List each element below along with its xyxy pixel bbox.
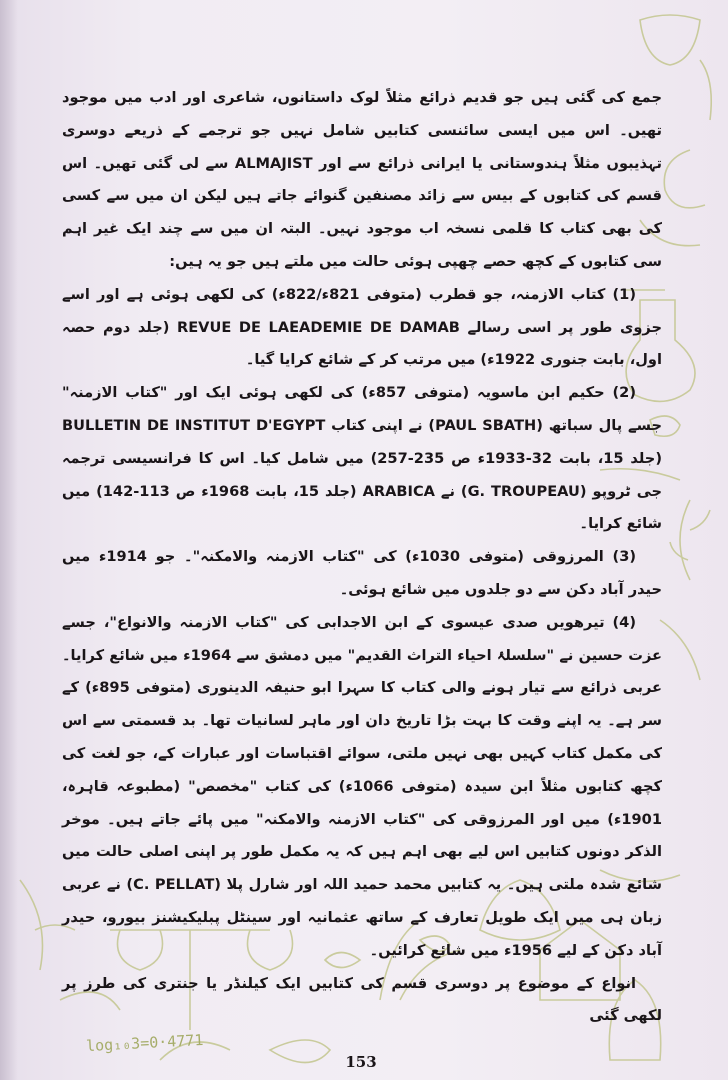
decoration-formula: log₁₀3=0·4771 [85,1030,204,1056]
flask-illustration-top [640,15,700,65]
paragraph-intro: جمع کی گئی ہیں جو قدیم ذرائع مثلاً لوک داستانوں، شاعری اور ادب میں موجود تھیں۔ اس میں ایسی سائنسی کتابیں شامل نہیں جو ترجمے کے ذریعے دوسری تہذیبوں مثلاً ہندوستانی یا ایرانی ذرائع سے اور ALMAJIST سے لی گئی تھیں۔ اس قسم کی کتابوں کے بیس سے زائد مصنفین گنوائے جاتے ہیں لیکن ان میں سے کسی کی بھی کتاب کا قلمی نسخہ اب موجود نہیں۔ البتہ ان میں سے چند ایک غیر اہم سی کتابوں کے کچھ حصے چھپی ہوئی حالت میں ملتے ہیں جو یہ ہیں: [62,89,662,270]
paragraph-item-3: (3) المرزوقی (متوفی 1030ء) کی "کتاب الازمنہ والامکنہ"۔ جو 1914ء میں حیدر آباد دکن سے دو جلدوں میں شائع ہوئی۔ [62,548,662,598]
paragraph-item-1: (1) کتاب الازمنہ، جو قطرب (متوفی 821ء/822ء) کی لکھی ہوئی ہے اور اسے جزوی طور پر اسی رسالے REVUE DE LAEADEMIE DE DAMAB (جلد دوم حصہ اول، بابت جنوری 1922ء) میں مرتب کر کے شائع کرایا گیا۔ [62,285,662,369]
paragraph-item-2: (2) حکیم ابن ماسویہ (متوفی 857ء) کی لکھی ہوئی ایک اور "کتاب الازمنہ" جسے پال سباتھ (PAUL SBATH) نے اپنی کتاب BULLETIN DE INSTITUT D'EGYPT (جلد 15، بابت 32-1933ء ص 235-257) میں شامل کیا۔ اس کا فرانسیسی ترجمہ جی ٹروپو (G. TROUPEAU) نے ARABICA (جلد 15، بابت 1968ء ص 113-142) میں شائع کرایا۔ [62,384,662,533]
paragraph-item-4: (4) تیرھویں صدی عیسوی کے ابن الاجدابی کی "کتاب الازمنہ والانواع"، جسے عزت حسین نے "سلسلۂ احیاء التراث القدیم" میں دمشق سے 1964ء میں شائع کرایا۔ عربی ذرائع سے تیار ہونے والی کتاب کا سہرا ابو حنیفہ الدینوری (متوفی 895ء) کے سر ہے۔ یہ اپنے وقت کا بہت بڑا تاریخ دان اور ماہر لسانیات تھا۔ بد قسمتی سے اس کی مکمل کتاب کہیں بھی نہیں ملتی، سوائے اقتباسات اور عبارات کے، جو لغت کی کچھ کتابوں مثلاً ابن سیدہ (متوفی 1066ء) کی کتاب "مخصص" (مطبوعہ قاہرہ، 1901ء) میں اور المرزوقی کی "کتاب الازمنہ والامکنہ" میں پائے جاتے ہیں۔ موخر الذکر دونوں کتابیں اس لیے بھی اہم ہیں کہ یہ مکمل طور پر اپنی اصلی حالت میں شائع شدہ ملتی ہیں۔ یہ کتابیں محمد حمید اللہ اور شارل پلا (C. PELLAT) نے عربی زبان ہی میں ایک طویل تعارف کے ساتھ عثمانیہ اور سینٹل پبلیکیشنز بیورو، حیدر آباد دکن کے لیے 1956ء میں شائع کرائیں۔ [62,613,663,959]
retort-illustration [664,150,705,208]
plant-sprig-right [670,500,710,580]
page-number: 153 [345,1053,377,1071]
paragraph-closing: انواع کے موضوع پر دوسری قسم کی کتابیں ایک کیلنڈر یا جنتری کی طرز پر لکھی گئی [62,974,662,1025]
body-text [62,82,662,1033]
